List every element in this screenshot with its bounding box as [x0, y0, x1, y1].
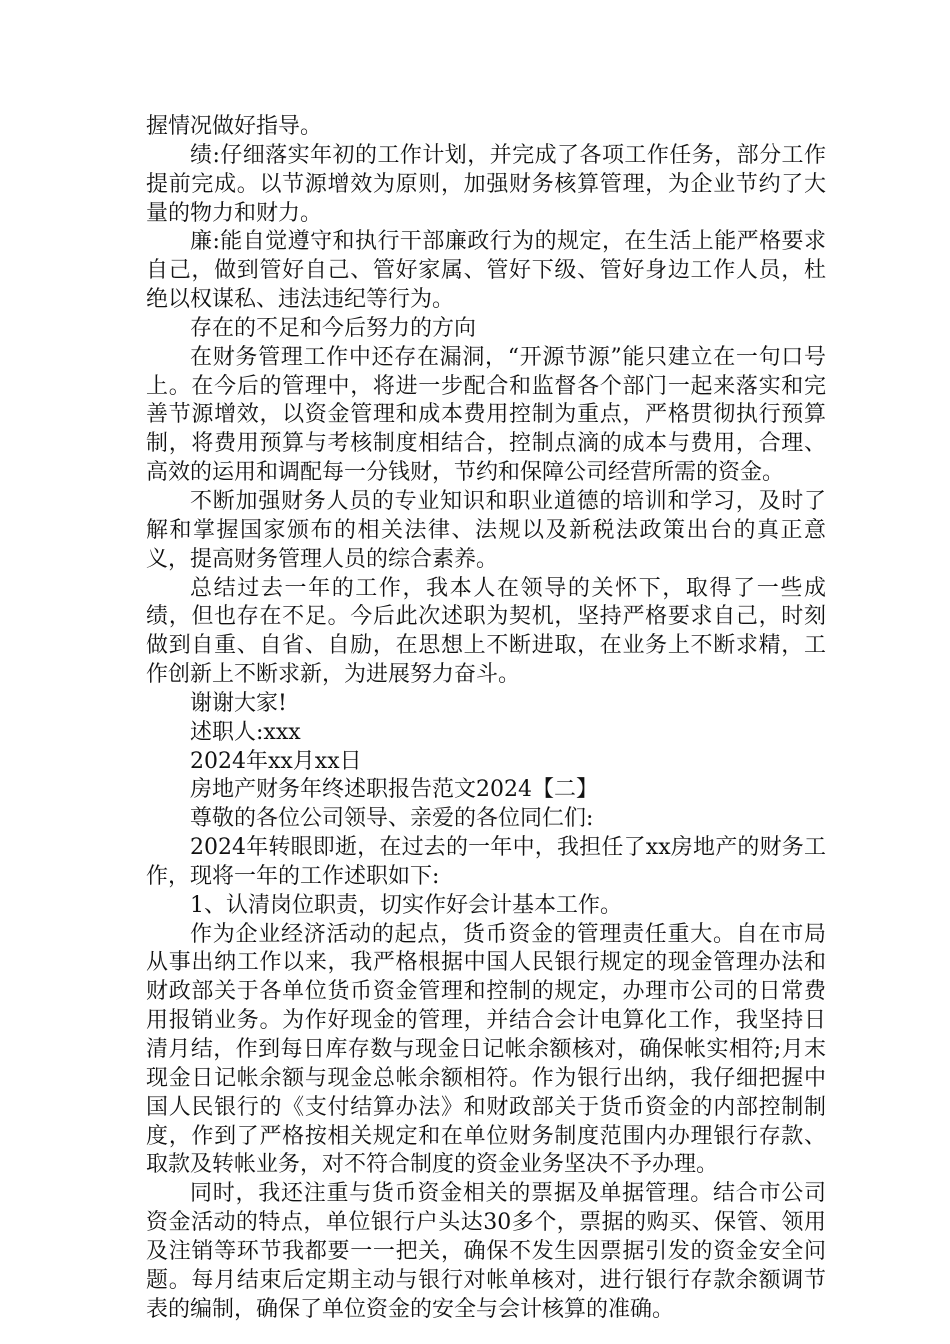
paragraph: 作为企业经济活动的起点，货币资金的管理责任重大。自在市局从事出纳工作以来，我严格根据中国人民银行规定的现金管理办法和财政部关于各单位货币资金管理和控制的规定，办理市公司的日常费用报销业务。为作好现金的管理，并结合会计电算化工作，我坚持日清月结，作到每日库存数与现金日记帐余额核对，确保帐实相符;月末现金日记帐余额与现金总帐余额相符。作为银行出纳，我仔细把握中国人民银行的《支付结算办法》和财政部关于货币资金的内部控制制度，作到了严格按相关规定和在单位财务制度范围内办理银行存款、取款及转帐业务，对不符合制度的资金业务坚决不予办理。	[146, 921, 826, 1178]
paragraph: 不断加强财务人员的专业知识和职业道德的培训和学习，及时了解和掌握国家颁布的相关法律、法规以及新税法政策出台的真正意义，提高财务管理人员的综合素养。	[146, 488, 826, 572]
date-line: 2024年xx月xx日	[190, 748, 362, 774]
paragraph: 绩:仔细落实年初的工作计划，并完成了各项工作任务，部分工作提前完成。以节源增效为原则，加强财务核算管理，为企业节约了大量的物力和财力。	[146, 142, 826, 226]
paragraph: 2024年转眼即逝，在过去的一年中，我担任了xx房地产的财务工作，现将一年的工作述职如下:	[146, 835, 826, 889]
closing-thanks: 谢谢大家!	[190, 690, 287, 716]
paragraph: 总结过去一年的工作，我本人在领导的关怀下，取得了一些成绩，但也存在不足。今后此次述职为契机，坚持严格要求自己，时刻做到自重、自省、自励，在思想上不断进取，在业务上不断求精，工作创新上不断求新，为进展努力奋斗。	[146, 575, 826, 688]
paragraph: 廉:能自觉遵守和执行干部廉政行为的规定，在生活上能严格要求自己，做到管好自己、管好家属、管好下级、管好身边工作人员，杜绝以权谋私、违法违纪等行为。	[146, 229, 826, 313]
paragraph: 同时，我还注重与货币资金相关的票据及单据管理。结合市公司资金活动的特点，单位银行户头达30多个，票据的购买、保管、领用及注销等环节我都要一一把关，确保不发生因票据引发的资金安全问题。每月结束后定期主动与银行对帐单核对，进行银行存款余额调节表的编制，确保了单位资金的安全与会计核算的准确。	[146, 1181, 826, 1322]
section-heading: 1、认清岗位职责，切实作好会计基本工作。	[190, 892, 622, 918]
signature-line: 述职人:xxx	[190, 719, 301, 745]
section-heading: 存在的不足和今后努力的方向	[190, 315, 477, 341]
document-body	[146, 113, 826, 1324]
salutation: 尊敬的各位公司领导、亲爱的各位同仁们:	[190, 806, 594, 832]
report-title: 房地产财务年终述职报告范文2024【二】	[190, 777, 598, 803]
paragraph: 握情况做好指导。	[146, 114, 323, 139]
paragraph: 在财务管理工作中还存在漏洞，“开源节源”能只建立在一句口号上。在今后的管理中，将进一步配合和监督各个部门一起来落实和完善节源增效，以资金管理和成本费用控制为重点，严格贯彻执行预算制，将费用预算与考核制度相结合，控制点滴的成本与费用，合理、高效的运用和调配每一分钱财，节约和保障公司经营所需的资金。	[146, 344, 826, 486]
